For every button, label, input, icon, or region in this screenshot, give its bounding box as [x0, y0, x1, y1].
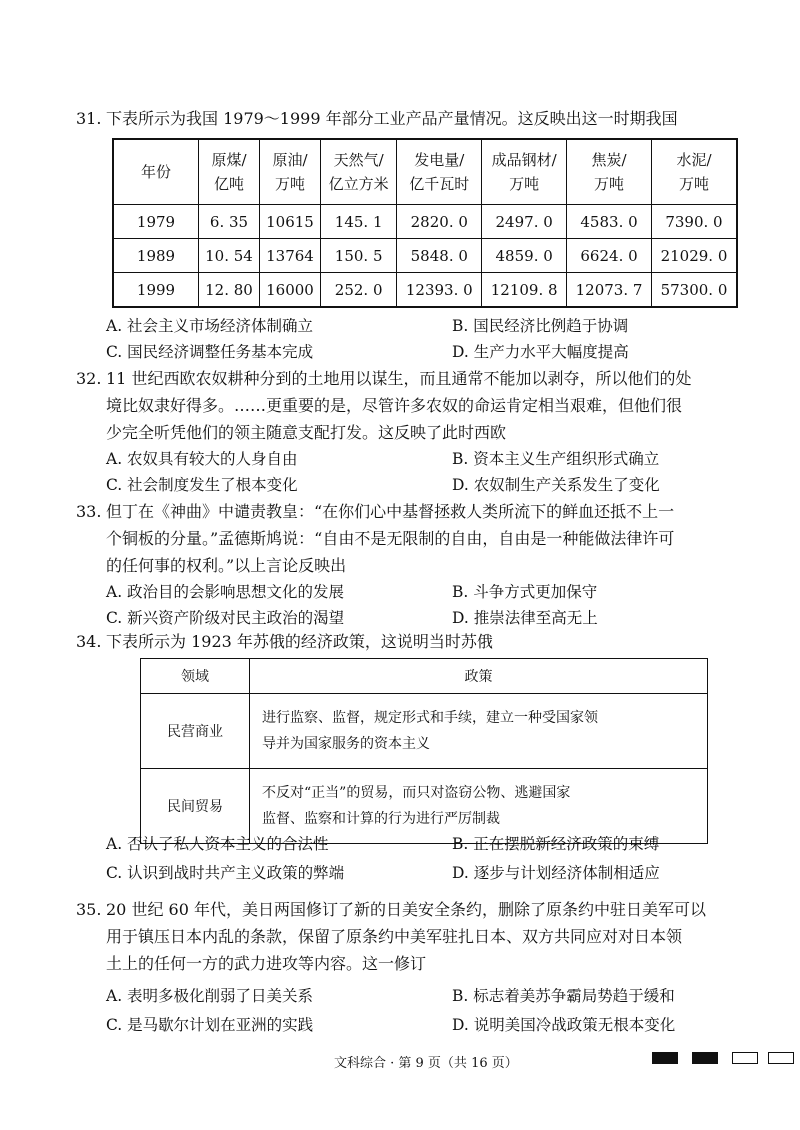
q34-row-policy: 不反对“正当”的贸易，而只对盗窃公物、逃避国家 监督、监察和计算的行为进行严厉制裁	[250, 769, 708, 844]
q34-row-field: 民营商业	[141, 694, 250, 769]
q32-line-2: 境比奴隶好得多。……更重要的是，尽管许多农奴的命运肯定相当艰难，但他们很	[106, 396, 683, 415]
q33-line-3: 的任何事的权利。”以上言论反映出	[106, 556, 347, 575]
table-cell: 2497. 0	[482, 205, 567, 239]
q34-header-field: 领域	[141, 659, 250, 694]
q33-option-a: A. 政治目的会影响思想文化的发展	[106, 583, 345, 601]
q33-line-1: 但丁在《神曲》中谴责教皇：“在你们心中基督拯救人类所流下的鲜血还抵不上一	[106, 502, 675, 521]
q32-option-d: D. 农奴制生产关系发生了变化	[452, 476, 660, 494]
q32-line-1: 11 世纪西欧农奴耕种分到的土地用以谋生，而且通常不能加以剥夺，所以他们的处	[106, 369, 692, 388]
table-cell: 4859. 0	[482, 239, 567, 273]
table-row	[141, 694, 708, 769]
q31-header-coal: 原煤/ 亿吨	[199, 139, 260, 205]
q33-line-2: 个铜板的分量。”孟德斯鸠说：“自由不是无限制的自由，自由是一种能做法律许可	[106, 529, 675, 548]
table-cell: 252. 0	[320, 273, 396, 308]
q31-header-year: 年份	[113, 139, 199, 205]
table-cell: 145. 1	[320, 205, 396, 239]
table-cell: 57300. 0	[651, 273, 737, 308]
q31-header-power: 发电量/ 亿千瓦时	[397, 139, 482, 205]
q34-stem: 下表所示为 1923 年苏俄的经济政策，这说明当时苏俄	[106, 632, 493, 651]
table-cell: 10. 54	[199, 239, 260, 273]
table-cell: 12073. 7	[567, 273, 652, 308]
q31-table	[112, 138, 738, 308]
q35-option-c: C. 是马歇尔计划在亚洲的实践	[106, 1016, 314, 1034]
q31-stem: 下表所示为我国 1979～1999 年部分工业产品产量情况。这反映出这一时期我国	[106, 109, 678, 128]
table-cell: 12. 80	[199, 273, 260, 308]
q34-table-header-row	[141, 659, 708, 694]
q32-number: 32.	[76, 369, 102, 388]
q34-header-policy: 政策	[250, 659, 708, 694]
q33-number: 33.	[76, 502, 102, 521]
q31-option-b: B. 国民经济比例趋于协调	[452, 317, 629, 335]
q32-option-c: C. 社会制度发生了根本变化	[106, 476, 298, 494]
table-row	[113, 239, 737, 273]
q32-line-3: 少完全听凭他们的领主随意支配打发。这反映了此时西欧	[106, 423, 507, 442]
q31-header-gas: 天然气/ 亿立方米	[320, 139, 396, 205]
q34-option-b: B. 正在摆脱新经济政策的束缚	[452, 835, 660, 853]
q35-number: 35.	[76, 900, 102, 919]
table-cell: 13764	[259, 239, 320, 273]
table-cell: 2820. 0	[397, 205, 482, 239]
q31-header-steel: 成品钢材/ 万吨	[482, 139, 567, 205]
q31-header-coke: 焦炭/ 万吨	[567, 139, 652, 205]
table-cell: 21029. 0	[651, 239, 737, 273]
table-cell: 10615	[259, 205, 320, 239]
q35-option-b: B. 标志着美苏争霸局势趋于缓和	[452, 987, 675, 1005]
q31-option-c: C. 国民经济调整任务基本完成	[106, 343, 314, 361]
table-row	[113, 205, 737, 239]
registration-mark	[692, 1052, 718, 1064]
q34-option-a: A. 否认了私人资本主义的合法性	[106, 835, 329, 853]
q35-line-3: 土上的任何一方的武力进攻等内容。这一修订	[106, 954, 427, 973]
registration-mark	[732, 1052, 758, 1064]
q31-table-header-row	[113, 139, 737, 205]
q31-header-cement: 水泥/ 万吨	[651, 139, 737, 205]
registration-mark	[768, 1052, 794, 1064]
q35-line-1: 20 世纪 60 年代，美日两国修订了新的日美安全条约，删除了原条约中驻日美军可以	[106, 900, 706, 919]
table-cell: 12393. 0	[397, 273, 482, 308]
q34-option-d: D. 逐步与计划经济体制相适应	[452, 864, 660, 882]
q34-table	[140, 658, 708, 844]
table-cell: 16000	[259, 273, 320, 308]
table-cell: 1989	[113, 239, 199, 273]
q34-number: 34.	[76, 632, 102, 651]
q31-option-a: A. 社会主义市场经济体制确立	[106, 317, 314, 335]
q34-row-field: 民间贸易	[141, 769, 250, 844]
table-cell: 150. 5	[320, 239, 396, 273]
table-cell: 6. 35	[199, 205, 260, 239]
q32-option-b: B. 资本主义生产组织形式确立	[452, 450, 660, 468]
q33-option-b: B. 斗争方式更加保守	[452, 583, 598, 601]
table-row	[113, 273, 737, 308]
registration-mark	[652, 1052, 678, 1064]
table-cell: 6624. 0	[567, 239, 652, 273]
q34-option-c: C. 认识到战时共产主义政策的弊端	[106, 864, 345, 882]
page-footer: 文科综合 · 第 9 页（共 16 页）	[334, 1056, 518, 1071]
q35-option-a: A. 表明多极化削弱了日美关系	[106, 987, 314, 1005]
q31-option-d: D. 生产力水平大幅度提高	[452, 343, 629, 361]
table-cell: 1979	[113, 205, 199, 239]
q35-option-d: D. 说明美国冷战政策无根本变化	[452, 1016, 676, 1034]
table-cell: 4583. 0	[567, 205, 652, 239]
q33-option-c: C. 新兴资产阶级对民主政治的渴望	[106, 609, 345, 627]
table-cell: 7390. 0	[651, 205, 737, 239]
q31-header-oil: 原油/ 万吨	[259, 139, 320, 205]
q31-number: 31.	[76, 109, 102, 128]
q33-option-d: D. 推崇法律至高无上	[452, 609, 598, 627]
q35-line-2: 用于镇压日本内乱的条款，保留了原条约中美军驻扎日本、双方共同应对对日本领	[106, 927, 683, 946]
table-cell: 5848. 0	[397, 239, 482, 273]
q32-option-a: A. 农奴具有较大的人身自由	[106, 450, 298, 468]
table-cell: 12109. 8	[482, 273, 567, 308]
q34-row-policy: 进行监察、监督，规定形式和手续，建立一种受国家领 导并为国家服务的资本主义	[250, 694, 708, 769]
table-cell: 1999	[113, 273, 199, 308]
